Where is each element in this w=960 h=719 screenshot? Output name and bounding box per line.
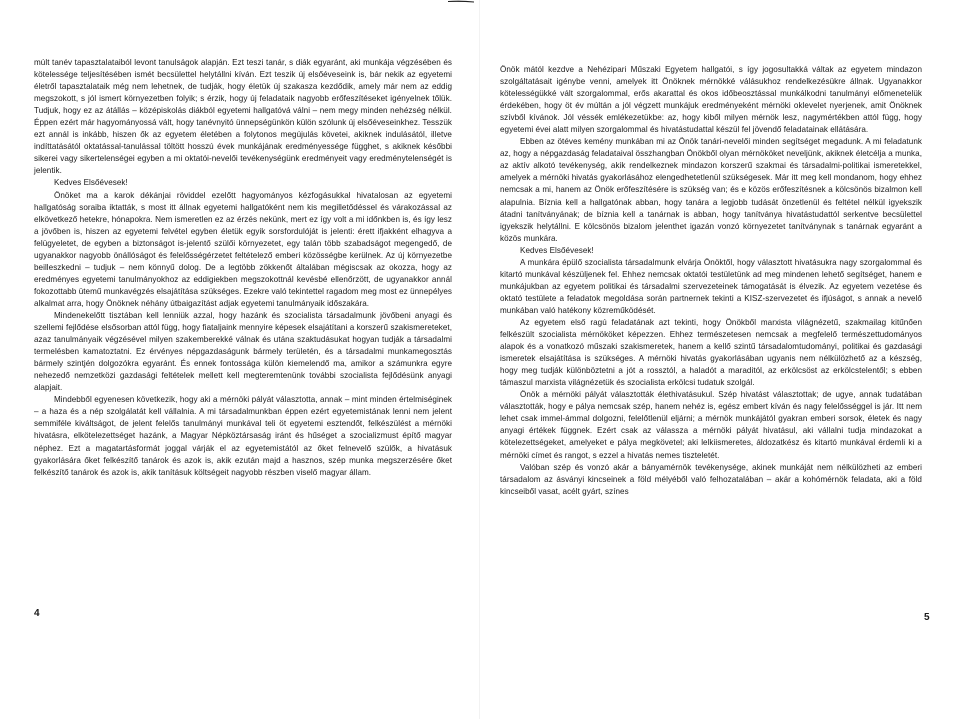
paragraph: Ebben az ötéves kemény munkában mi az Önök tanári-nevelői minden segítséget megadunk. A mi feladatunk az, hogy a népgazdaság feladataival összhangban Önökből olyan mérnököket neveljünk, akiknek életcélja a munka, az aktív alkotó tevékenység, akik rendelkeznek mindazon korszerű szakmai és társadalmi-politikai ismeretekkel, amelyek a mérnöki hivatás gyakorlásához elengedhetetlenül szükségesek. Már itt meg kell mondanom, hogy ehhez nemcsak a mi, hanem az Önök erőfeszítésére is szükség van; és e közös erőfeszítésnek a kölcsönös bizalmon kell alapulnia. Bíznia kell a hallgatónak abban, hogy tanára a legjobb tudását önzetlenül és feltétel nélkül igyekszik átadni tanítványának; de bíznia kell a tanárnak is abban, hogy tanítványa hivatástudattól serkentve becsülettel igyekszik helytállni. E kölcsönös bizalom jelenthet igazán vonzó környezetet tanítványnak s tanárnak egyaránt a közös munkára.: [500, 137, 922, 243]
left-page-text-column: [34, 57, 452, 479]
paragraph: Önöket ma a karok dékánjai röviddel ezelőtt hagyományos kézfogásukkal hivatalosan az egyetemi hallgatóság soraiba iktatták, s most itt állnak egyetemi hallgatóként nem kis megilletődéssel és várakozással az elkövetkező hetekre, hónapokra. Nem ismeretlen ez az érzés nekünk, mert ez így volt a mi időnkben is, és így lesz a jövőben is, hiszen az egyetemi felvétel egyben életük egyik sorsfordulóját is jelenti: érett ifjakként elhagyva a felügyeletet, de egyben a biztonságot is-jelentő szülői környezetet, egy talán több szabadságot megengedő, de ugyanakkor nagyobb önállóságot és felelősségérzetet feltételező emberi közösségbe kerülnek. Az új környezetbe beilleszkedni – tudjuk – nem könnyű dolog. De a legtöbb zökkenőt általában mégiscsak az okozza, hogy az eredményes egyetemi tanulmányokhoz az eddigiekben megszokottnál kevésbé ellenőrzött, de ugyanakkor annál fokozottabb ütemű munkavégzés elsajátítása szükséges. Ezekre való tekintettel ragadom meg most ez ünnepélyes alkalmat arra, hogy Önöknek néhány útbaigazítást adjak egyetemi tanulmányaik időszakára.: [34, 190, 452, 308]
right-page-text-column: [500, 64, 922, 498]
page-number: 4: [34, 608, 40, 619]
salutation: Kedves Elsőévesek!: [54, 178, 128, 188]
paragraph: Önök a mérnöki pályát választották élethivatásukul. Szép hivatást választottak; de ugye, annak tudatában választották, hogy e pálya nemcsak szép, hanem nehéz is, egész embert kíván és nagy felelősséggel is jár. Itt nem lehet csak immel-ámmal dolgozni, felelőtlenül eljárni; a mérnök munkájától gyakran emberi sorsok, életek és nagy anyagi értékek függnek. Ezért csak az válassza a mérnöki pályát hivatásul, aki vállalni tudja mindazokat a kötelezettségeket, amelyeket e pálya megkövetel; aki lelkiismeretes, áldozatkész és kitartó munkával érdemli ki a mérnöki címet és rangot, s ezzel a hivatás nemes tiszteletét.: [500, 390, 922, 460]
page-number: 5: [924, 612, 930, 623]
paragraph: Valóban szép és vonzó akár a bányamérnök tevékenysége, akinek munkáját nem nélkülözheti az emberi társadalom az ásványi kincseinek a föld mélyéből való felhozatalában – akár a kohómérnök feladata, aki a föld kincseiből vasat, acélt gyárt, színes: [500, 462, 922, 496]
paragraph: Az egyetem első ragú feladatának azt tekinti, hogy Önökből marxista világnézetű, szakmailag kitűnően felkészült szocialista mérnököket képezzen. Ehhez természetesen nemcsak a megfelelő természettudományos alapok és a vonatkozó műszaki szakismeretek, hanem a kellő szintű társadalomtudományi, politikai és gazdasági ismeretek elsajátítása is szükséges. A mérnöki hivatás gyakorlásában ugyanis nem nélkülözhető az a készség, hogy meg tudják különböztetni a jót a rossztól, a haladót a maraditól, az erkölcsöst az erkölcstelentől; s ebben támaszul marxista világnézetük és szocialista erkölcsi tudatuk szolgál.: [500, 317, 922, 388]
paragraph: múlt tanév tapasztalataiból levont tanulságok alapján. Ezt teszi tanár, s diák egyaránt, aki munkája végzésében és kötelessége teljesítésében ismét becsülettel helytállni kíván. Ezt teszik új elsőéveseink is, bár nekik az egyetemi életről tapasztalataik még nem lehetnek, de tudják, hogy életük új szakasza kezdődik, amely már nem az eddig megszokott, s jól ismert környezetben folyik; s érzik, hogy új feladataik nagyobb erőfeszítéseket igényelnek tőlük. Tudjuk, hogy ez az átállás – középiskolás diákból egyetemi hallgatóvá válni – nem megy minden nehézség nélkül. Éppen ezért már hagyományossá vált, hogy tanévnyitó ünnepségünkön külön szólunk új elsőéveseinkhez. Tesszük ezt annál is inkább, hiszen ők az egyetem életében a folytonos megújulás követei, akiknek indulásától, illetve indíttatásától oktatással-tanulással töltött hosszú évek munkájának eredményessége függhet, s akiknek későbbi sikerei vagy sikertelenségei egyben a mi oktatói-nevelői tevékenységünk eredményeit vagy eredménytelenségét is jelentik.: [34, 58, 452, 176]
salutation: Kedves Elsőévesek!: [520, 245, 594, 255]
paragraph: A munkára épülő szocialista társadalmunk elvárja Önöktől, hogy választott hivatásukra nagy szorgalommal és kitartó munkával készüljenek fel. Ehhez nemcsak oktatói testületünk ad meg mindenen lehető segítséget, hanem e munkájukban az egyetem politikai és társadalmi szervezeteinek támogatását is élvezik. Az egyetem vezetése és oktató testülete a feladatok megoldása során partnernek tekinti a KISZ-szervezetet és ifjúságot, s annak a nevelő munkában való hatékony közreműködését.: [500, 257, 922, 315]
scan-edge-mark: [448, 0, 474, 6]
paragraph: Mindebből egyenesen következik, hogy aki a mérnöki pályát választotta, annak – mint minden értelmiséginek – a haza és a nép szolgálatát kell vállalnia. A mi társadalmunkban éppen ezért egyetemistának lenni nem jelent semmiféle kiváltságot, de jelent felelős tanulmányi munkával teli öt egyetemi esztendőt, felkészülést a mérnöki hivatásra, elkötelezettséget hazánk, a Magyar Népköztársaság iránt és hűséget a szocializmust építő magyar néphez. Ezt a magatartásformát joggal várják el az egyetemistától az őket felnevelő szülők, a hivatásuk gyakorlására őket felkészítő tanárok és azok is, akik ezután majd a hasznos, szép munka megszerzésére őket felkészítő tanárok és azok is, akik tanításuk költségeit nagyobb részben viselő magyar állam.: [34, 395, 452, 477]
paragraph: Önök mától kezdve a Nehézipari Műszaki Egyetem hallgatói, s így jogosultakká váltak az egyetem mindazon szolgáltatásait igénybe venni, amelyek itt Önöknek mérnökké válásukhoz rendelkezésükre állnak. Ugyanakkor kötelességükké vált szorgalommal, erős akarattal és okos időbeosztással munkálkodni tanulmányi előmenetelük érdekében, hogy öt év múltán a jól végzett munkájuk eredményeként mérnöki oklevelet nyerjenek, amit Önöknek szívből kívánok. Jól véssék emlékezetükbe: az, hogy kiből milyen mérnök lesz, nagymértékben attól függ, hogy egyetemi évei alatt milyen szorgalommal és hivatástudattal készül fel jövendő feladatainak ellátására.: [500, 65, 922, 135]
right-page: [480, 0, 960, 719]
paragraph: Mindenekelőtt tisztában kell lenniük azzal, hogy hazánk és szocialista társadalmunk jövőbeni anyagi és szellemi fejlődése elsősorban attól függ, hogy fiataljaink mennyire képesek elsajátítani a korszerű szakismereteket, azaz tanulmányaik végzésével milyen szakemberekké válnak és utána szaktudásukat hogyan tudják a társadalmi termelésben kamatoztatni. Ez érvényes népgazdaságunk bármely területén, és a társadalmi munkamegosztás bármely szintjén dolgozókra egyaránt. És ennek fontossága külön kiemelendő ma, amikor a számunkra egyre nehezedő nemzetközi gazdasági feltételek mellett kell megteremtenünk további szocialista fejlődésünk anyagi alapjait.: [34, 310, 452, 393]
